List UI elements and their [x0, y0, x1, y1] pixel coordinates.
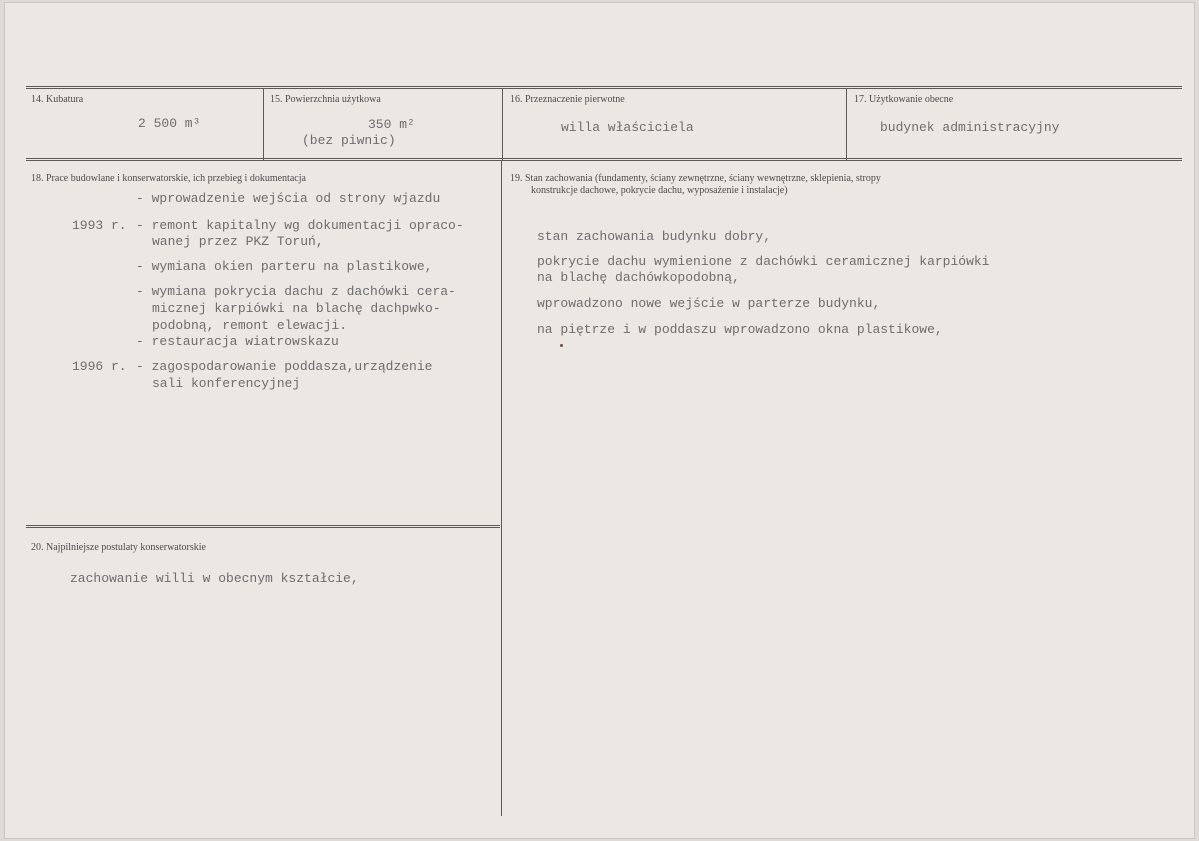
prace-entry-line: - restauracja wiatrowskazu: [136, 334, 339, 349]
prace-entry-line: - wprowadzenie wejścia od strony wjazdu: [136, 191, 441, 206]
uzytkowanie-value: budynek administracyjny: [880, 120, 1060, 135]
stan-item: stan zachowania budynku dobry,: [537, 229, 772, 244]
row-rule-2: [26, 160, 1182, 161]
powierzchnia-note: (bez piwnic): [302, 133, 396, 148]
prace-entry-line: - remont kapitalny wg dokumentacji opraco-: [136, 218, 464, 233]
prace-label: 18. Prace budowlane i konserwatorskie, ich przebieg i dokumentacja: [31, 173, 306, 184]
stan-item: na piętrze i w poddaszu wprowadzono okna plastikowe,: [537, 322, 943, 337]
prace-entry-line: - zagospodarowanie poddasza,urządzenie: [136, 359, 433, 374]
uzytkowanie-label: 17. Użytkowanie obecne: [854, 94, 954, 105]
powierzchnia-value: 350 m²: [368, 117, 415, 132]
prace-year: 1993 r.: [72, 218, 127, 233]
kubatura-value: 2 500 m³: [138, 116, 201, 131]
prace-entry-line: micznej karpiówki na blachę dachpwko-: [152, 301, 441, 316]
prace-entry-line: - wymiana pokrycia dachu z dachówki cera-: [136, 284, 456, 299]
postulaty-label: 20. Najpilniejsze postulaty konserwatorskie: [31, 542, 206, 553]
divider: [846, 88, 847, 160]
postulaty-value: zachowanie willi w obecnym kształcie,: [70, 571, 359, 586]
prace-entry-line: podobną, remont elewacji.: [152, 318, 348, 333]
prace-year: 1996 r.: [72, 359, 127, 374]
stan-item: pokrycie dachu wymienione z dachówki ceramicznej karpiówki: [537, 254, 990, 269]
stan-label-continued: konstrukcje dachowe, pokrycie dachu, wyposażenie i instalacje): [531, 185, 788, 196]
section-rule-2: [26, 527, 500, 528]
przeznaczenie-value: willa właściciela: [561, 120, 694, 135]
section-rule: [26, 525, 500, 526]
top-rule: [26, 86, 1182, 87]
row-rule: [26, 158, 1182, 159]
ink-dot: [560, 344, 563, 347]
column-divider: [501, 160, 502, 816]
prace-entry-line: sali konferencyjnej: [152, 376, 301, 391]
top-rule-2: [26, 88, 1182, 89]
divider: [502, 88, 503, 160]
stan-item: na blachę dachówkopodobną,: [537, 270, 740, 285]
prace-entry-line: wanej przez PKZ Toruń,: [152, 234, 324, 249]
divider: [263, 88, 264, 160]
prace-entry-line: - wymiana okien parteru na plastikowe,: [136, 259, 433, 274]
przeznaczenie-label: 16. Przeznaczenie pierwotne: [510, 94, 625, 105]
stan-label: 19. Stan zachowania (fundamenty, ściany zewnętrzne, ściany wewnętrzne, sklepienia, stropy: [510, 173, 881, 184]
powierzchnia-label: 15. Powierzchnia użytkowa: [270, 94, 381, 105]
stan-item: wprowadzono nowe wejście w parterze budynku,: [537, 296, 881, 311]
kubatura-label: 14. Kubatura: [31, 94, 84, 105]
